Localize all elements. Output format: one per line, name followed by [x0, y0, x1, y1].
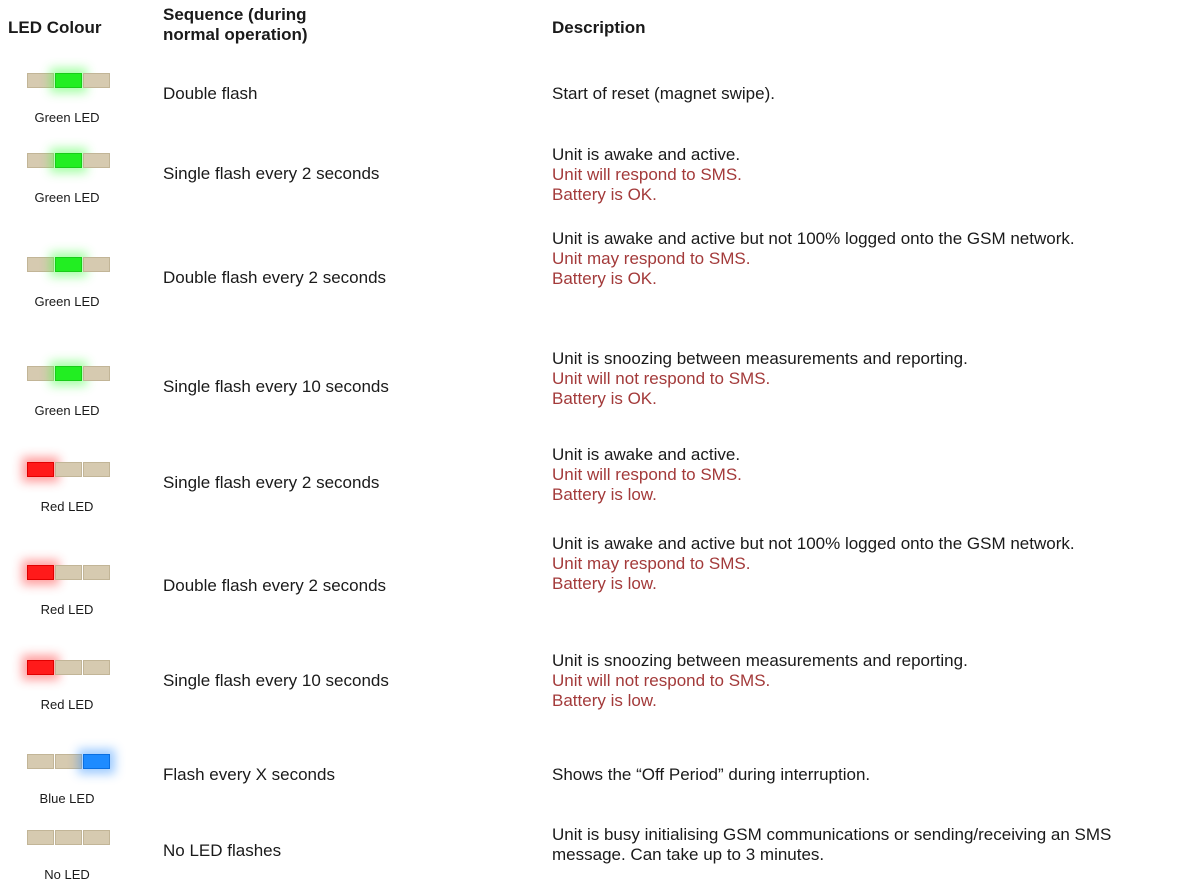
led-segment [55, 830, 82, 845]
header-led-colour: LED Colour [8, 18, 102, 37]
sequence-text: Double flash every 2 seconds [163, 576, 387, 595]
sequence-text: Single flash every 2 seconds [163, 473, 380, 492]
led-segment [55, 565, 82, 580]
description-line: Start of reset (magnet swipe). [552, 84, 775, 103]
green-led-indicator-icon [24, 70, 110, 90]
description-note: Battery is OK. [552, 269, 657, 288]
description [552, 84, 1152, 104]
sequence-text: Double flash every 2 seconds [163, 268, 387, 287]
led-segment [55, 754, 82, 769]
led-label: No LED [44, 867, 90, 882]
description-line: Unit is snoozing between measurements and reporting. [552, 349, 968, 368]
header-sequence: Sequence (during normal operation) [163, 5, 308, 44]
description-note: Unit may respond to SMS. [552, 554, 751, 573]
red-led-indicator-icon [24, 459, 110, 479]
led-segment [55, 660, 82, 675]
led-segment [27, 73, 54, 88]
description-note: Battery is low. [552, 485, 657, 504]
led-label: Red LED [40, 602, 94, 617]
red-led-indicator-icon [24, 562, 110, 582]
description [552, 651, 1152, 711]
led-segment [55, 366, 82, 381]
led-segment [27, 565, 54, 580]
sequence-text: Double flash [163, 84, 258, 103]
led-segment [27, 366, 54, 381]
led-segment [27, 830, 54, 845]
sequence-text: Flash every X seconds [163, 765, 335, 784]
led-segment [55, 153, 82, 168]
led-segment [27, 257, 54, 272]
description-line: Unit is awake and active but not 100% logged onto the GSM network. [552, 229, 1075, 248]
green-led-indicator-icon [24, 254, 110, 274]
sequence-text: No LED flashes [163, 841, 282, 860]
none-led-indicator-icon [24, 827, 110, 847]
description-note: Unit will respond to SMS. [552, 165, 742, 184]
description-note: Battery is OK. [552, 389, 657, 408]
led-label: Green LED [34, 403, 100, 418]
description [552, 534, 1152, 594]
description-note: Battery is OK. [552, 185, 657, 204]
description [552, 349, 1152, 409]
led-segment [83, 257, 110, 272]
green-led-indicator-icon [24, 363, 110, 383]
header-description: Description [552, 18, 646, 37]
led-segment [83, 153, 110, 168]
sequence-text: Single flash every 10 seconds [163, 377, 389, 396]
green-led-indicator-icon [24, 150, 110, 170]
description [552, 145, 1152, 205]
description-line: Unit is awake and active but not 100% logged onto the GSM network. [552, 534, 1075, 553]
description-line: Shows the “Off Period” during interruption. [552, 765, 871, 784]
led-segment [83, 462, 110, 477]
description-note: Unit will respond to SMS. [552, 465, 742, 484]
led-segment [83, 73, 110, 88]
description-note: Battery is low. [552, 574, 657, 593]
description-line: Unit is snoozing between measurements and reporting. [552, 651, 968, 670]
led-segment [27, 462, 54, 477]
led-label: Green LED [34, 190, 100, 205]
red-led-indicator-icon [24, 657, 110, 677]
description-line: Unit is awake and active. [552, 145, 741, 164]
description-note: Unit will not respond to SMS. [552, 369, 771, 388]
description [552, 229, 1152, 289]
led-segment [55, 257, 82, 272]
led-label: Red LED [40, 697, 94, 712]
led-segment [27, 153, 54, 168]
led-segment [83, 565, 110, 580]
description-line: Unit is busy initialising GSM communications or sending/receiving an SMS message. Can take up to 3 minutes. [552, 825, 1117, 864]
led-label: Green LED [34, 294, 100, 309]
led-segment [27, 754, 54, 769]
sequence-text: Single flash every 10 seconds [163, 671, 389, 690]
description [552, 765, 1152, 785]
led-label: Red LED [40, 499, 94, 514]
description-note: Unit may respond to SMS. [552, 249, 751, 268]
led-segment [27, 660, 54, 675]
description [552, 825, 1152, 865]
description-note: Battery is low. [552, 691, 657, 710]
led-segment [55, 73, 82, 88]
led-label: Green LED [34, 110, 100, 125]
blue-led-indicator-icon [24, 751, 110, 771]
description-note: Unit will not respond to SMS. [552, 671, 771, 690]
led-segment [83, 754, 110, 769]
led-segment [83, 366, 110, 381]
led-label: Blue LED [39, 791, 95, 806]
description-line: Unit is awake and active. [552, 445, 741, 464]
description [552, 445, 1152, 505]
led-segment [55, 462, 82, 477]
led-segment [83, 660, 110, 675]
led-segment [83, 830, 110, 845]
sequence-text: Single flash every 2 seconds [163, 164, 380, 183]
